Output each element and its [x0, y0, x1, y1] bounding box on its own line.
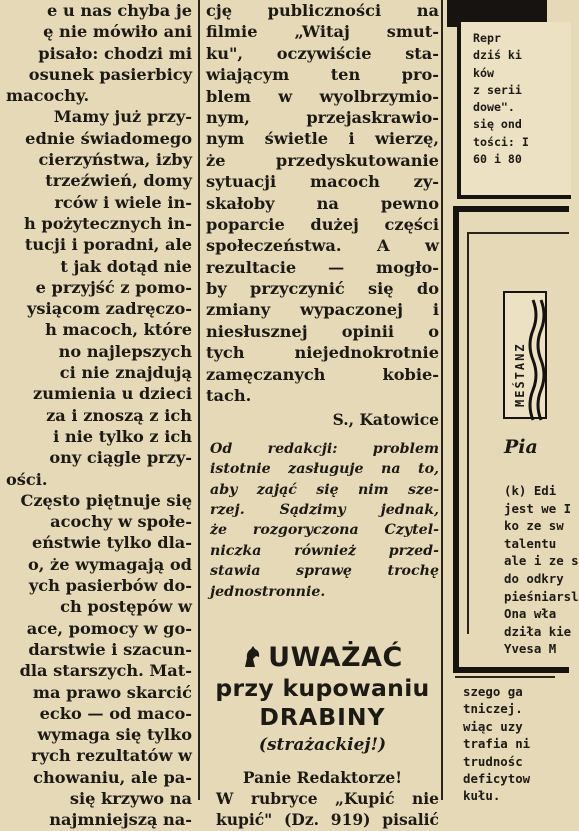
text-line: Ona wła: [504, 606, 557, 622]
text-line: Mamy już przy-: [53, 107, 192, 127]
column-divider-left: [198, 0, 200, 800]
text-line: ecko — od maco-: [39, 703, 192, 723]
editor-note-line: niczka również przed-: [210, 542, 439, 559]
text-line: talentu: [504, 535, 557, 551]
text-line: dziła kie: [504, 623, 572, 639]
text-line: t jak dotąd nie: [60, 256, 192, 276]
letter-signature: S., Katowice: [332, 410, 439, 430]
text-line: dla starszych. Mat-: [19, 661, 192, 681]
text-line: wymaga się tylko: [37, 725, 192, 745]
text-line: darstwie i szacun-: [28, 639, 192, 659]
text-line: tach.: [206, 386, 252, 406]
column-left: [0, 0, 196, 830]
editor-note-line: stawia sprawę trochę: [210, 563, 439, 580]
text-line: Często piętnuje się: [20, 490, 192, 510]
text-line: pisało: chodzi mi: [38, 43, 192, 63]
text-line: deficytow: [463, 771, 531, 786]
text-line: ch postępów w: [60, 597, 192, 617]
notice-line: Repr: [473, 31, 501, 45]
text-line: trudnośc: [463, 753, 523, 769]
text-line: rezultacie — mogło-: [206, 257, 439, 277]
text-line: ych pasierbów do-: [28, 576, 192, 596]
text-line: rców i wiele in-: [54, 192, 192, 212]
editor-note-line: istotnie zasługuje na to,: [210, 461, 439, 478]
text-line: h macoch, które: [45, 320, 192, 340]
text-line: ości.: [6, 469, 48, 489]
text-line: no najlepszych: [58, 341, 192, 361]
text-line: chowaniu, ale pa-: [33, 767, 192, 787]
text-line: macochy.: [6, 86, 90, 106]
text-line: h pożytecznych in-: [23, 213, 192, 233]
headline-line-3: DRABINY: [259, 702, 386, 731]
text-line: najmniejszą na-: [49, 810, 192, 830]
text-line: (k) Edi: [504, 483, 557, 498]
text-line: za i znoszą z ich: [46, 405, 192, 425]
column-middle: [206, 0, 439, 829]
headline-line-1: UWAŻAĆ: [206, 642, 439, 674]
text-line: nym świetle i wierzę,: [206, 129, 439, 149]
column-divider-right: [441, 0, 443, 800]
text-line: sytuacji macoch zy-: [206, 172, 439, 192]
notice-line: ków: [473, 65, 494, 80]
text-line: jest we I: [504, 500, 572, 516]
framed-notice: [457, 22, 571, 199]
text-line: tucji i poradni, ale: [24, 235, 192, 255]
notice-line: dziś ki: [473, 48, 522, 63]
text-line: ony ciągle przy-: [49, 448, 192, 468]
article-headline: [206, 642, 439, 758]
sub-heading: Pia: [504, 436, 538, 458]
letter-greeting: Panie Redaktorze!: [242, 767, 403, 787]
text-line: społeczeństwa. A w: [206, 236, 439, 256]
text-line: blem w wyolbrzymio-: [206, 86, 439, 106]
reader-letter: [206, 0, 439, 406]
editor-note: [206, 439, 439, 602]
text-line: się krzywo na: [69, 788, 192, 808]
text-line: wiającym ten pro-: [206, 65, 439, 85]
article-body: [206, 788, 439, 830]
text-line: cję publiczności na: [206, 1, 439, 20]
text-line: skałoby na pewno: [206, 193, 439, 213]
text-line: zmiany wypaczonej i: [206, 300, 439, 320]
text-line: poparcie dużej części: [206, 214, 439, 234]
text-line: niesłusznej opinii o: [206, 321, 439, 341]
headline-line-4: (strażackiej!): [258, 734, 387, 755]
editor-note-line: jednostronnie.: [210, 583, 326, 600]
text-line: tych niejednokrotnie: [206, 343, 439, 363]
text-line: Yvesa M: [504, 641, 557, 657]
text-line: filmie „Witaj smut-: [206, 22, 439, 42]
text-line: ko ze sw: [504, 518, 564, 534]
text-line: kułu.: [463, 788, 501, 804]
text-line: wiąc uzy: [463, 718, 523, 734]
text-line: ysiącom zadręczo-: [27, 299, 192, 319]
column-right: [447, 0, 579, 804]
text-line: e u nas chyba je: [47, 1, 192, 20]
text-line: ku", oczywiście sta-: [206, 43, 439, 63]
editor-note-line: aby zająć się nim sze-: [210, 481, 439, 498]
text-line: by przyczynić się do: [206, 279, 439, 299]
editor-note-line: rzej. Sądzimy jednak,: [210, 501, 439, 518]
text-line: trafia ni: [463, 736, 531, 752]
text-line: ale i ze s: [504, 553, 579, 569]
text-line: kupić" (Dz. 919) pisalić: [216, 809, 439, 829]
notice-line: z serii: [473, 82, 522, 97]
editor-note-line: Od redakcji: problem: [210, 440, 439, 457]
text-line: ę nie mówiło ani: [43, 22, 192, 42]
text-line: ma prawo skarcić: [32, 682, 192, 702]
text-line: nym, przejaskrawio-: [206, 107, 439, 127]
horse-head-icon: [242, 646, 262, 668]
text-line: osunek pasierbicy: [28, 64, 192, 84]
text-line: i nie tylko z ich: [53, 426, 192, 446]
text-line: acochy w społe-: [50, 512, 192, 532]
text-line: ace, pomocy w go-: [26, 618, 192, 638]
text-line: że przedyskutowanie: [206, 150, 439, 170]
text-line: pieśniarsl: [504, 588, 579, 604]
notice-line: 60 i 80: [473, 152, 522, 167]
text-line: zumienia u dzieci: [33, 384, 192, 404]
text-line: eństwie tylko dla-: [31, 533, 192, 553]
text-line: cierzyństwa, izby: [38, 150, 192, 170]
right-column-rule: [455, 676, 555, 678]
notice-line: tości: I: [473, 134, 529, 149]
text-line: szego ga: [463, 684, 523, 699]
text-line: zamęczanych kobie-: [206, 364, 439, 384]
text-line: W rubryce „Kupić nie: [216, 788, 439, 808]
text-line: tniczej.: [463, 701, 523, 717]
text-line: o, że wymagają od: [27, 554, 192, 574]
text-line: ci nie znajdują: [59, 363, 192, 383]
stamp-text: MEŚTANZ: [513, 342, 527, 407]
editor-note-line: że rozgoryczona Czytel-: [210, 522, 439, 539]
notice-line: dowe".: [473, 100, 515, 115]
text-line: e przyjść z pomo-: [35, 277, 192, 297]
wavy-lines-decoration: [527, 300, 547, 420]
notice-line: się ond: [473, 117, 522, 132]
text-line: rych rezultatów w: [31, 746, 192, 766]
text-line: trzeźwień, domy: [45, 171, 192, 191]
text-line: do odkry: [504, 571, 564, 586]
text-line: ednie świadomego: [25, 128, 192, 148]
headline-line-2: przy kupowaniu: [215, 673, 430, 702]
